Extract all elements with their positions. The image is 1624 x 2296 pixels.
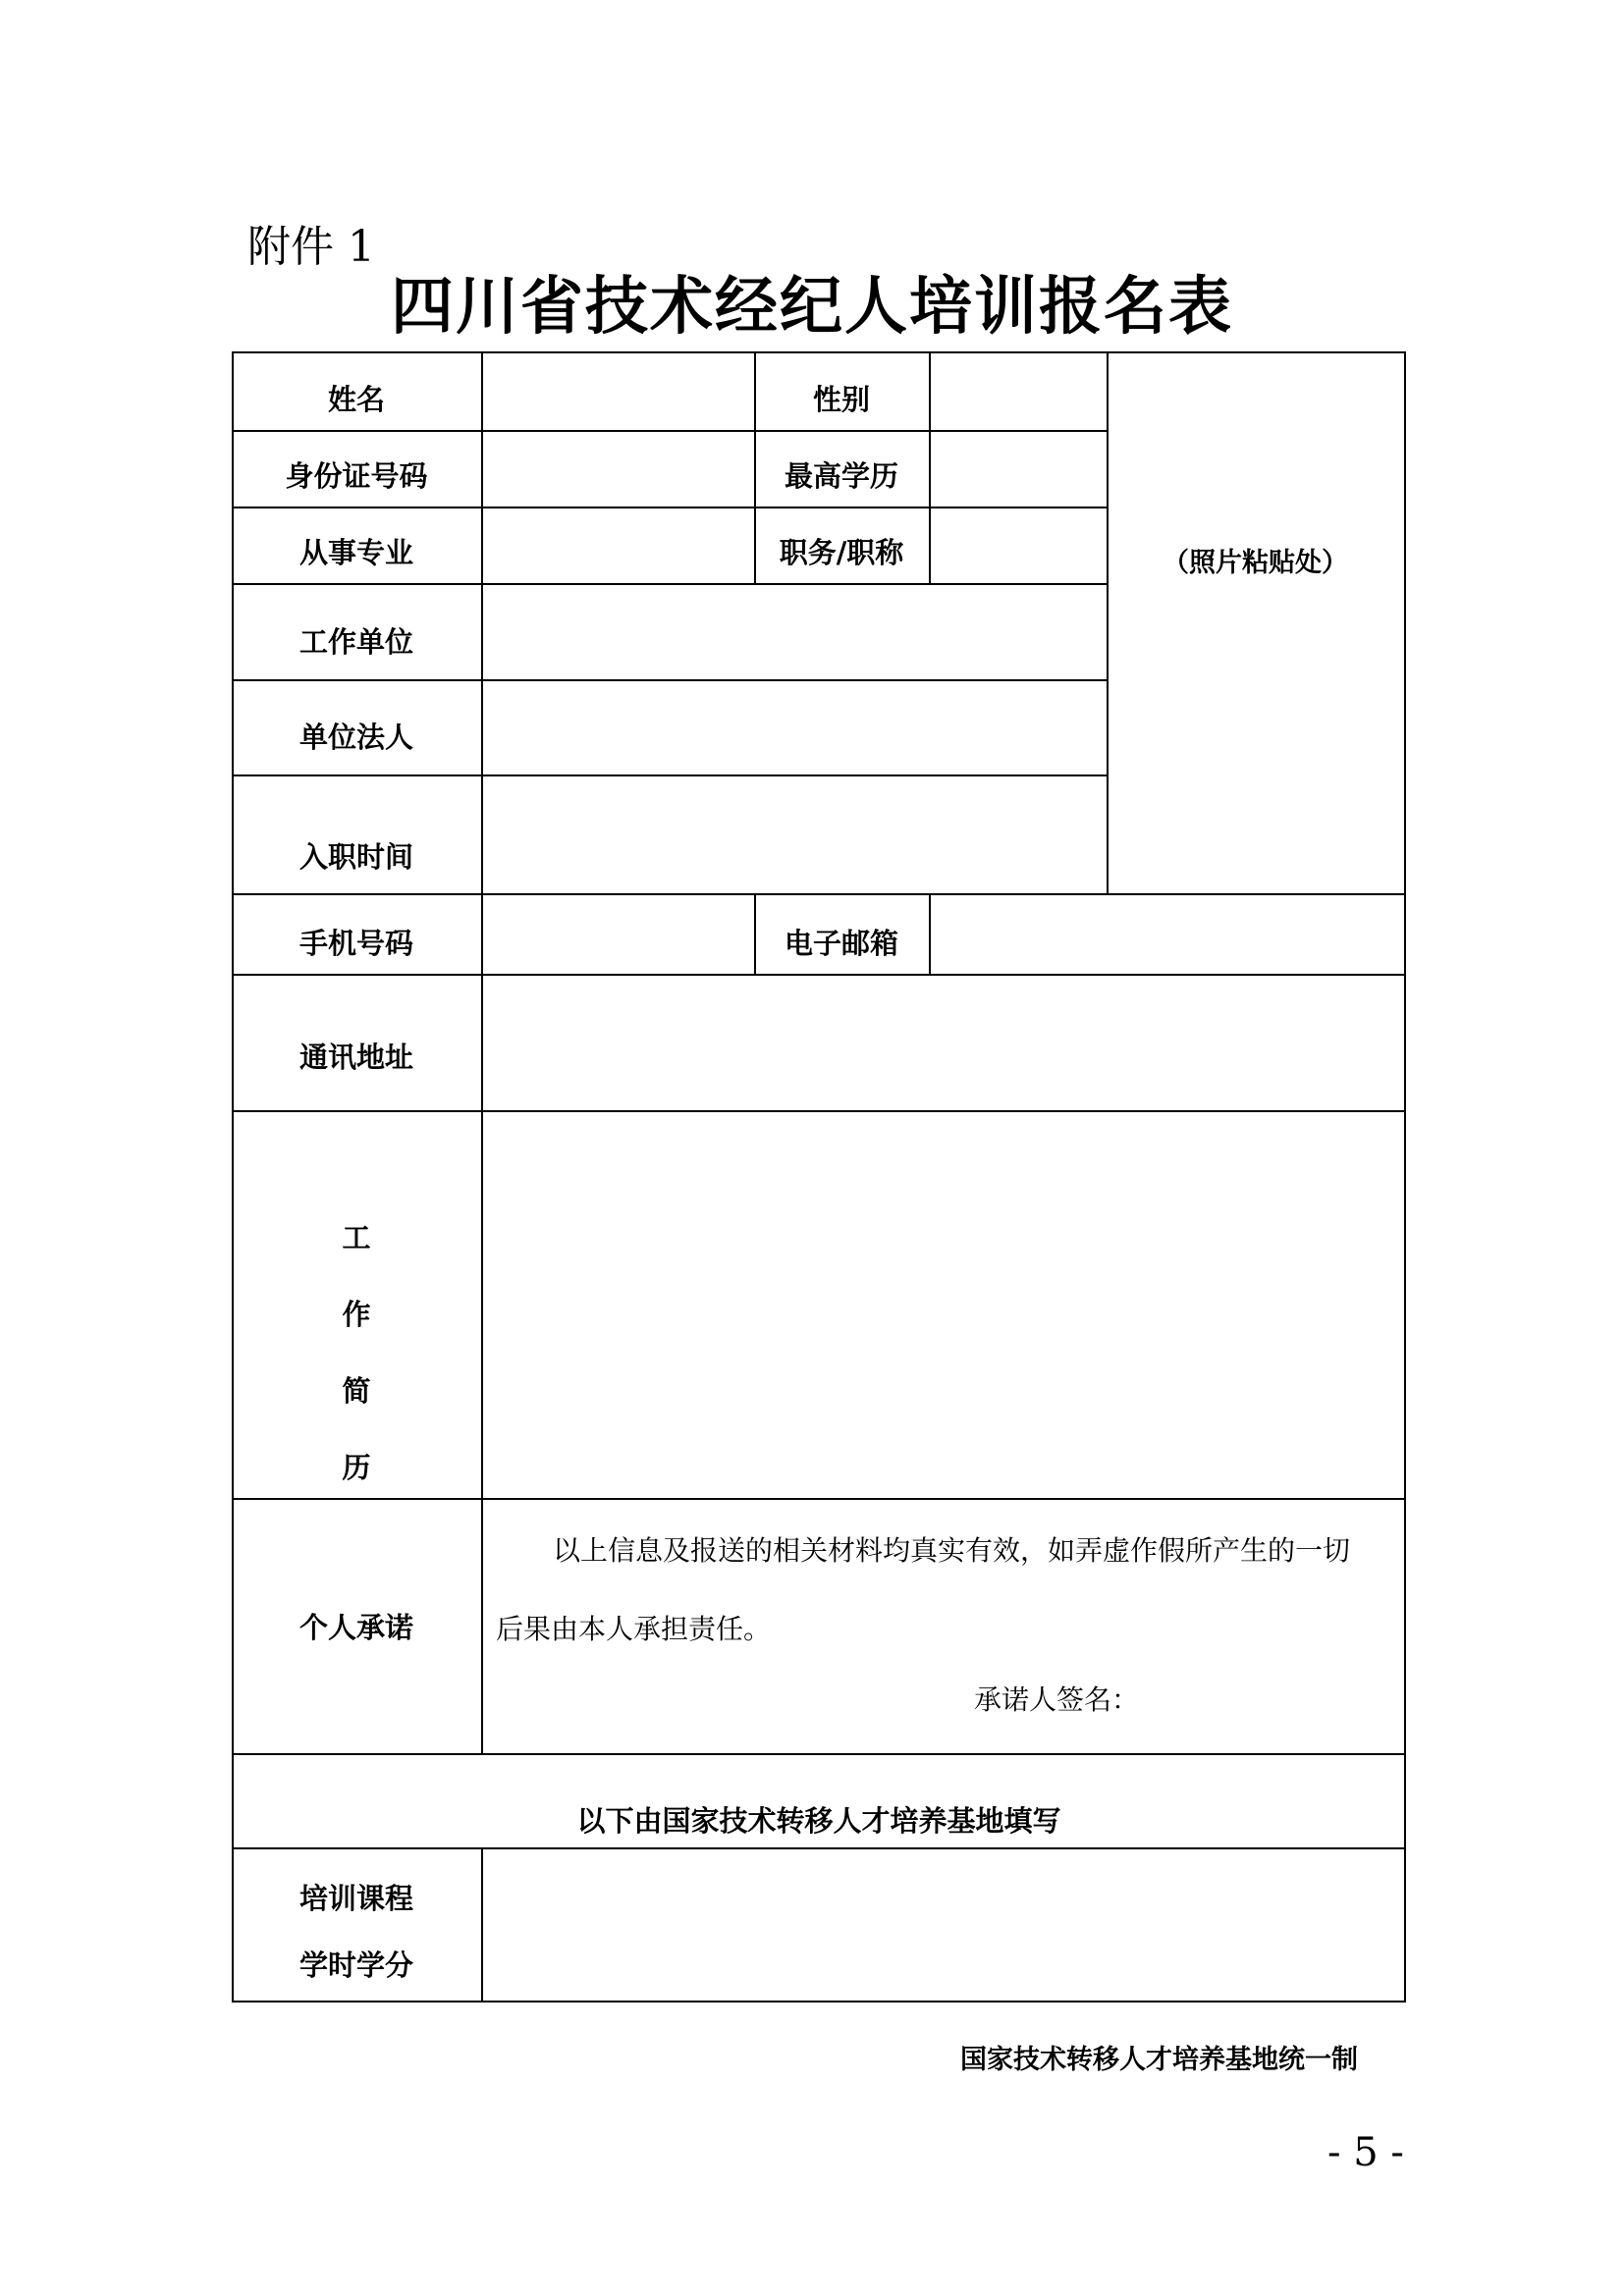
footer-note: 国家技术转移人才培养基地统一制 — [960, 2045, 1358, 2075]
pledge-label: 个人承诺 — [298, 1610, 413, 1644]
id-number-input[interactable] — [483, 432, 754, 507]
form-title: 四川省技术经纪人培训报名表 — [391, 270, 1233, 344]
major-label: 从事专业 — [298, 536, 413, 569]
signature-label: 承诺人签名： — [974, 1683, 1140, 1716]
education-input[interactable] — [931, 432, 1107, 507]
photo-placeholder[interactable]: （照片粘贴处） — [1163, 547, 1348, 578]
gender-label: 性别 — [812, 383, 870, 416]
annex-label: 附件 1 — [247, 222, 375, 272]
join-date-label: 入职时间 — [298, 840, 413, 874]
course-credit-input[interactable] — [483, 1849, 1404, 2001]
resume-char: 历 — [342, 1451, 371, 1484]
resume-input[interactable] — [483, 1112, 1404, 1498]
email-input[interactable] — [931, 895, 1404, 974]
address-label: 通讯地址 — [298, 1041, 413, 1074]
pledge-line: 后果由本人承担责任。 — [496, 1613, 772, 1645]
legal-rep-label: 单位法人 — [298, 721, 413, 754]
pledge-text — [496, 1512, 1394, 1669]
major-input[interactable] — [483, 508, 754, 583]
legal-rep-input[interactable] — [483, 681, 1107, 774]
pledge-line: 以上信息及报送的相关材料均真实有效，如弄虚作假所产生的一切 — [553, 1534, 1351, 1567]
name-input[interactable] — [483, 353, 754, 430]
credit-label: 学时学分 — [298, 1948, 413, 1982]
name-label: 姓名 — [327, 383, 385, 416]
resume-label — [232, 1200, 481, 1506]
email-label: 电子邮箱 — [784, 927, 898, 960]
employer-label: 工作单位 — [298, 624, 413, 659]
phone-input[interactable] — [483, 895, 754, 974]
base-fill-header: 以下由国家技术转移人才培养基地填写 — [576, 1803, 1061, 1838]
position-label: 职务/职称 — [779, 536, 904, 569]
resume-char: 工 — [342, 1221, 371, 1255]
address-input[interactable] — [483, 976, 1404, 1110]
phone-label: 手机号码 — [298, 927, 413, 960]
resume-char: 作 — [342, 1298, 371, 1331]
education-label: 最高学历 — [784, 459, 898, 493]
join-date-input[interactable] — [483, 776, 1107, 893]
gender-input[interactable] — [931, 353, 1107, 430]
page-number: - 5 - — [1327, 2130, 1404, 2175]
employer-input[interactable] — [483, 585, 1107, 679]
resume-char: 简 — [342, 1374, 371, 1408]
position-input[interactable] — [931, 508, 1107, 583]
course-label: 培训课程 — [298, 1881, 413, 1915]
id-number-label: 身份证号码 — [285, 459, 428, 493]
